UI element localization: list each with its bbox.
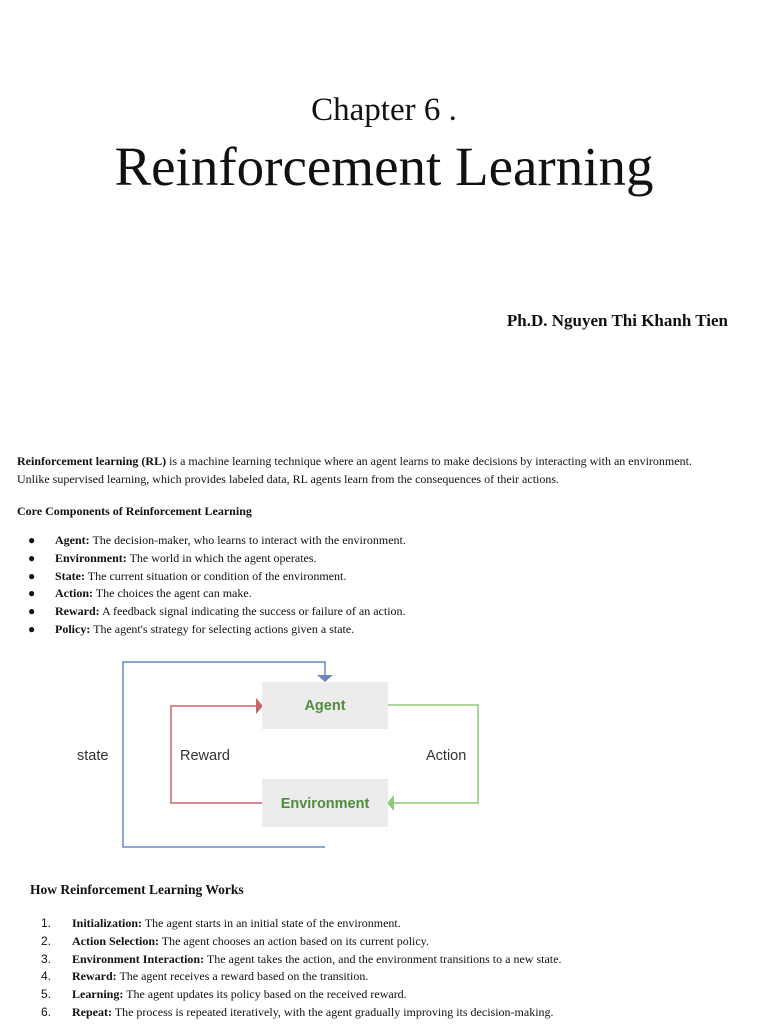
step-item bbox=[17, 1004, 561, 1022]
step-text: The agent updates its policy based on the received reward. bbox=[123, 987, 407, 1002]
list-item bbox=[17, 603, 406, 621]
core-components-list bbox=[17, 532, 406, 639]
step-number: 6. bbox=[41, 1004, 52, 1019]
state-arrowhead-icon bbox=[317, 675, 333, 682]
step-number: 2. bbox=[41, 933, 52, 948]
bullet-icon: ● bbox=[28, 533, 36, 547]
list-item bbox=[17, 621, 406, 639]
bullet-icon: ● bbox=[28, 621, 36, 636]
chapter-label: Chapter 6 . bbox=[311, 92, 457, 128]
core-components-heading: Core Components of Reinforcement Learning bbox=[17, 504, 252, 518]
intro-line-2: Unlike supervised learning, which provides labeled data, RL agents learn from the consequences of their actions. bbox=[17, 472, 560, 486]
reward-label: Reward bbox=[180, 748, 230, 764]
bullet-icon: ● bbox=[28, 604, 36, 619]
step-text: The agent chooses an action based on its current policy. bbox=[158, 933, 429, 948]
intro-term: Reinforcement learning (RL) bbox=[17, 454, 167, 468]
action-label: Action bbox=[426, 748, 467, 764]
list-item-text: The world in which the agent operates. bbox=[126, 550, 317, 565]
intro-line-1 bbox=[17, 452, 752, 470]
intro-paragraph bbox=[17, 452, 752, 488]
step-term: Learning: bbox=[72, 987, 124, 1002]
step-term: Initialization: bbox=[72, 916, 143, 930]
list-item-text: The agent's strategy for selecting actions given a state. bbox=[90, 621, 355, 636]
step-term: Repeat: bbox=[72, 1004, 112, 1019]
list-item bbox=[17, 568, 406, 586]
list-item-term: Action: bbox=[55, 586, 93, 601]
agent-label: Agent bbox=[304, 698, 346, 714]
intro-text: is a machine learning technique where an agent learns to make decisions by interacting with an environment. bbox=[166, 454, 692, 468]
step-number: 1. bbox=[41, 916, 52, 930]
author-name: Ph.D. Nguyen Thi Khanh Tien bbox=[506, 311, 728, 330]
list-item-text: A feedback signal indicating the success or failure of an action. bbox=[99, 604, 406, 619]
step-term: Reward: bbox=[72, 969, 117, 984]
bullet-icon: ● bbox=[28, 550, 36, 565]
list-item-term: State: bbox=[55, 568, 85, 583]
list-item bbox=[17, 532, 406, 550]
action-arrowhead-icon bbox=[387, 795, 394, 811]
step-item bbox=[17, 951, 561, 969]
step-text: The agent starts in an initial state of the environment. bbox=[142, 916, 401, 930]
list-item bbox=[17, 585, 406, 603]
step-term: Action Selection: bbox=[72, 933, 159, 948]
list-item-text: The current situation or condition of the environment. bbox=[85, 568, 347, 583]
page-title: Reinforcement Learning bbox=[114, 136, 654, 197]
list-item-text: The choices the agent can make. bbox=[93, 586, 252, 601]
list-item-term: Agent: bbox=[55, 533, 90, 547]
step-item bbox=[17, 986, 561, 1004]
list-item-term: Environment: bbox=[55, 550, 127, 565]
list-item-text: The decision-maker, who learns to interact with the environment. bbox=[89, 533, 406, 547]
step-item bbox=[17, 915, 561, 933]
how-it-works-heading: How Reinforcement Learning Works bbox=[30, 882, 244, 897]
list-item bbox=[17, 550, 406, 568]
bullet-icon: ● bbox=[28, 586, 36, 601]
environment-label: Environment bbox=[280, 796, 370, 812]
step-text: The agent receives a reward based on the transition. bbox=[116, 969, 369, 984]
step-item bbox=[17, 968, 561, 986]
step-text: The agent takes the action, and the environment transitions to a new state. bbox=[204, 951, 562, 966]
list-item-term: Reward: bbox=[55, 604, 100, 619]
step-term: Environment Interaction: bbox=[72, 951, 205, 966]
step-item bbox=[17, 933, 561, 951]
reward-arrowhead-icon bbox=[256, 698, 263, 714]
how-it-works-steps bbox=[17, 915, 561, 1022]
step-text: The process is repeated iteratively, with the agent gradually improving its decision-making. bbox=[111, 1004, 554, 1019]
state-label: state bbox=[77, 748, 109, 764]
step-number: 5. bbox=[41, 987, 52, 1002]
step-number: 4. bbox=[41, 969, 52, 984]
bullet-icon: ● bbox=[28, 568, 36, 583]
step-number: 3. bbox=[41, 951, 52, 966]
rl-loop-diagram bbox=[0, 650, 768, 855]
list-item-term: Policy: bbox=[55, 621, 91, 636]
